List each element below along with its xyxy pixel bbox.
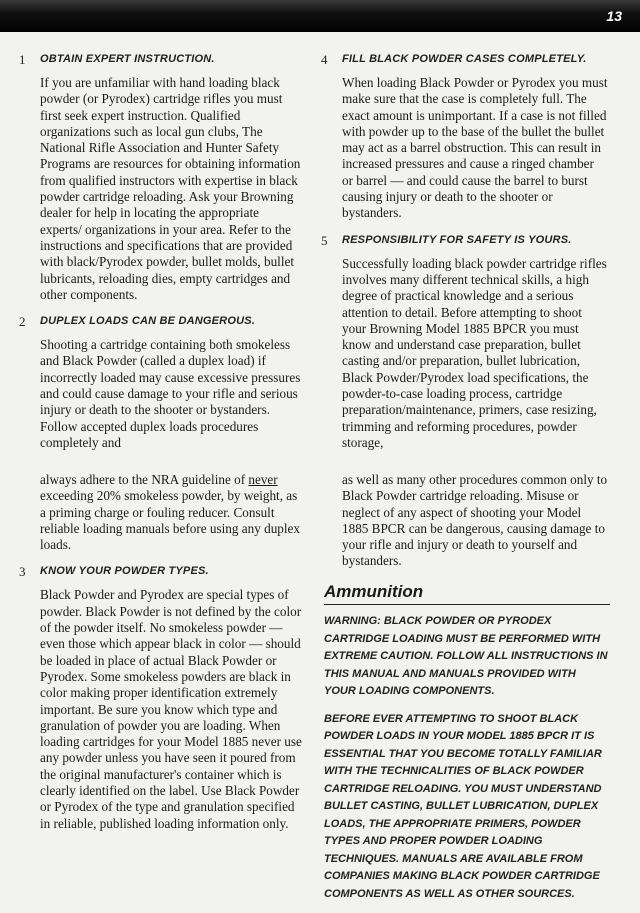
section-4-title: FILL BLACK POWDER CASES COMPLETELY. <box>342 53 587 65</box>
section-5-body-b: as well as many other procedures common only to Black Powder cartridge reloading. Misuse or neglect of any aspect of shooting your Model 1885 BPCR can be dangerous, causing damage to your rifle and injury or death to yourself and bystanders. <box>342 472 608 569</box>
section-5-title: RESPONSIBILITY FOR SAFETY IS YOURS. <box>342 233 572 246</box>
section-3-heading <box>19 564 302 580</box>
section-2-body-b-pre: always adhere to the NRA guideline of <box>40 472 249 487</box>
ammunition-warning-1: WARNING: BLACK POWDER OR PYRODEX CARTRIDGE LOADING MUST BE PERFORMED WITH EXTREME CAUTION. FOLLOW ALL INSTRUCTIONS IN THIS MANUAL AND MANUALS PROVIDED WITH YOUR LOADING COMPONENTS. <box>324 615 608 697</box>
section-2-body-b <box>40 472 302 553</box>
ammunition-section <box>324 582 610 913</box>
ammunition-title: Ammunition <box>324 582 610 605</box>
section-2-number: 2 <box>19 314 26 330</box>
section-4-heading <box>321 52 608 67</box>
lower-right-column <box>342 472 608 582</box>
section-3-body: Black Powder and Pyrodex are special types of powder. Black Powder is not defined by the color of the powder itself. No smokeless powder — even those which appear black in color — should be loaded in place of actual Black Powder or Pyrodex. Some smokeless powders are black in color making proper identification extremely important. Be sure you know which type and granulation of powder you are loading. When loading cartridges for your Model 1885 never use any powder unless you have seen it poured from the original manufacturer's container which is clearly identified on the label. Use Black Powder or Pyrodex of the type and granulation specified in reliable, published loading information only. <box>40 587 302 831</box>
page-number: 13 <box>606 8 622 24</box>
section-1-number: 1 <box>19 52 26 67</box>
ammunition-warning-2: BEFORE EVER ATTEMPTING TO SHOOT BLACK POWDER LOADS IN YOUR MODEL 1885 BPCR IT IS ESSENTIAL THAT YOU BECOME TOTALLY FAMILIAR WITH THE TECHNICALITIES OF BLACK POWDER CARTRIDGE RELOADING. YOU MUST UNDERSTAND BULLET CASTING, BULLET LUBRICATION, DUPLEX LOADS, THE APPROPRIATE PRIMERS, POWDER TYPES AND PROPER POWDER LOADING TECHNIQUES. MANUALS ARE AVAILABLE FROM COMPANIES MAKING BLACK POWDER CARTRIDGE COMPONENTS AS WELL AS OTHER SOURCES. <box>324 712 602 900</box>
section-4-body: When loading Black Powder or Pyrodex you must make sure that the case is completely full. The exact amount is unimportant. If a case is not filled with powder up to the base of the bullet the bullet may act as a barrel obstruction. This can result in increased pressures and cause a ringed chamber or barrel — and could cause the barrel to burst causing injury or death to the shooter or bystanders. <box>342 75 608 221</box>
section-4-number: 4 <box>321 52 328 67</box>
section-2-body-b-post: exceeding 20% smokeless powder, by weight, as a priming charge or fouling reducer. Consult reliable loading manuals before using any duplex loads. <box>40 488 301 553</box>
section-1-body: If you are unfamiliar with hand loading black powder (or Pyrodex) cartridge rifles you must first seek expert instruction. Qualified organizations such as local gun clubs, The National Rifle Association and Hunter Safety Programs are resources for obtaining information from qualified instructors with expertise in black powder cartridge reloading. Ask your Browning dealer for help in locating the appropriate experts/ organizations in your area. Refer to the instructions and specifications that are provided with black/Pyrodex powder, bullet molds, bullet lubricants, reloading dies, empty cartridges and other components. <box>40 75 301 302</box>
section-2-title: DUPLEX LOADS CAN BE DANGEROUS. <box>40 315 256 328</box>
never-emphasis: never <box>248 472 278 487</box>
section-1-heading <box>19 52 302 67</box>
upper-right-column <box>321 52 608 450</box>
lower-left-column <box>19 472 302 844</box>
section-3-number: 3 <box>19 564 26 580</box>
section-3-title: KNOW YOUR POWDER TYPES. <box>40 565 209 578</box>
section-5-number: 5 <box>321 232 328 248</box>
section-2-body-a: Shooting a cartridge containing both smokeless and Black Powder (called a duplex load) if incorrectly loaded may cause excessive pressures and could cause damage to your rifle and serious injury or death to the shooter or bystanders. Follow accepted duplex loads procedures completely and <box>40 337 301 450</box>
section-5-heading <box>321 232 608 248</box>
section-1-title: OBTAIN EXPERT INSTRUCTION. <box>40 53 215 65</box>
section-5-body-a: Successfully loading black powder cartridge rifles involves many different technical skills, a high degree of practical knowledge and a serious attention to detail. Before attempting to shoot your Browning Model 1885 BPCR you must know and understand case preparation, bullet casting and/or preparation, bullet lubrication, Black Powder/Pyrodex load specifications, the powder-to-case loading process, cartridge preparation/maintenance, primers, case resizing, trimming and reforming procedures, powder storage, <box>342 255 607 450</box>
upper-left-column <box>19 52 302 463</box>
section-2-heading <box>19 314 302 330</box>
page-header-bar <box>0 0 640 32</box>
